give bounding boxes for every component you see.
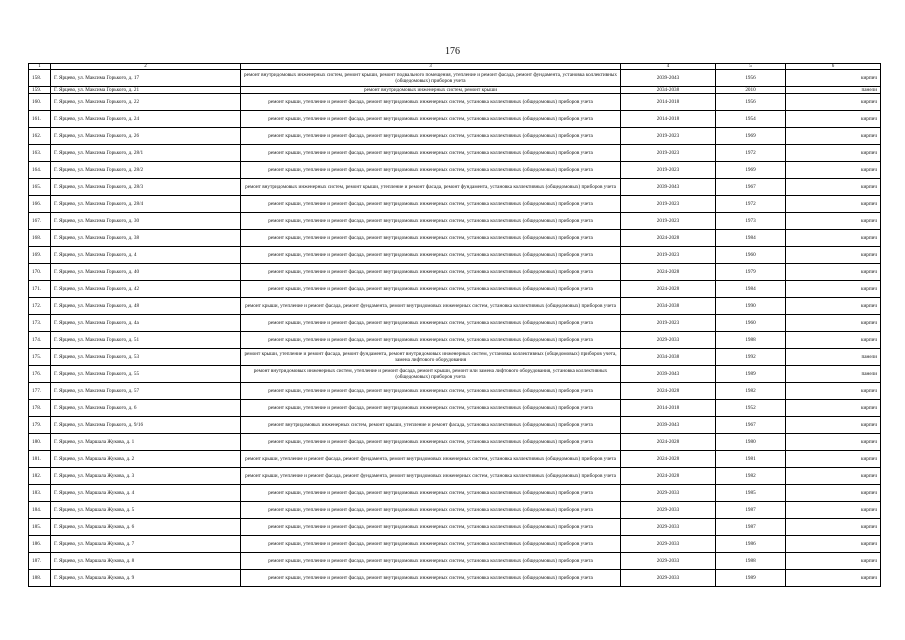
- construction-year: 1967: [716, 179, 786, 196]
- wall-material: кирпич: [786, 468, 881, 485]
- repair-works: ремонт крыши, утепление и ремонт фасада, ремонт фундамента, ремонт внутридомовых инженерных систем, установка коллективных (общедомовых) приборов учета: [241, 298, 621, 315]
- column-header: 2: [51, 64, 241, 70]
- construction-year: 1989: [716, 570, 786, 587]
- repair-works: ремонт крыши, утепление и ремонт фасада, ремонт внутридомовых инженерных систем, установка коллективных (общедомовых) приборов учета: [241, 332, 621, 349]
- construction-year: 1984: [716, 230, 786, 247]
- repair-works: ремонт крыши, утепление и ремонт фасада, ремонт внутридомовых инженерных систем, установка коллективных (общедомовых) приборов учета: [241, 196, 621, 213]
- repair-period: 2039-2043: [621, 179, 716, 196]
- table-row: [29, 196, 881, 213]
- construction-year: 1981: [716, 451, 786, 468]
- table-row: [29, 400, 881, 417]
- repair-period: 2014-2018: [621, 94, 716, 111]
- row-number: 180.: [29, 434, 51, 451]
- construction-year: 1960: [716, 247, 786, 264]
- wall-material: панели: [786, 366, 881, 383]
- wall-material: кирпич: [786, 417, 881, 434]
- wall-material: кирпич: [786, 247, 881, 264]
- repair-works: ремонт крыши, утепление и ремонт фасада, ремонт внутридомовых инженерных систем, установка коллективных (общедомовых) приборов учета: [241, 553, 621, 570]
- repair-period: 2029-2033: [621, 536, 716, 553]
- column-header: 5: [716, 64, 786, 70]
- row-number: 171.: [29, 281, 51, 298]
- wall-material: кирпич: [786, 94, 881, 111]
- house-address: Г. Ярцево, ул. Максима Горького, д. 57: [51, 383, 241, 400]
- repair-works: ремонт крыши, утепление и ремонт фасада, ремонт внутридомовых инженерных систем, установка коллективных (общедомовых) приборов учета: [241, 213, 621, 230]
- table-row: [29, 536, 881, 553]
- repair-period: 2019-2023: [621, 128, 716, 145]
- repair-period: 2029-2033: [621, 485, 716, 502]
- construction-year: 1954: [716, 111, 786, 128]
- wall-material: кирпич: [786, 179, 881, 196]
- table-row: [29, 485, 881, 502]
- column-header: 4: [621, 64, 716, 70]
- repair-works: ремонт крыши, утепление и ремонт фасада, ремонт внутридомовых инженерных систем, установка коллективных (общедомовых) приборов учета: [241, 281, 621, 298]
- row-number: 158.: [29, 70, 51, 87]
- row-number: 174.: [29, 332, 51, 349]
- wall-material: кирпич: [786, 451, 881, 468]
- row-number: 170.: [29, 264, 51, 281]
- repair-period: 2019-2023: [621, 145, 716, 162]
- construction-year: 2010: [716, 87, 786, 94]
- row-number: 159.: [29, 87, 51, 94]
- repair-works: ремонт крыши, утепление и ремонт фасада, ремонт внутридомовых инженерных систем, установка коллективных (общедомовых) приборов учета: [241, 111, 621, 128]
- repair-works: ремонт крыши, утепление и ремонт фасада, ремонт фундамента, ремонт внутридомовых инженерных систем, установка коллективных (общедомовых) приборов учета, замена лифтового оборудования: [241, 349, 621, 366]
- construction-year: 1987: [716, 502, 786, 519]
- row-number: 179.: [29, 417, 51, 434]
- repair-works: ремонт крыши, утепление и ремонт фасада, ремонт внутридомовых инженерных систем, установка коллективных (общедомовых) приборов учета: [241, 400, 621, 417]
- row-number: 187.: [29, 553, 51, 570]
- house-address: Г. Ярцево, ул. Максима Горького, д. 53: [51, 349, 241, 366]
- repair-works: ремонт крыши, утепление и ремонт фасада, ремонт внутридомовых инженерных систем, установка коллективных (общедомовых) приборов учета: [241, 128, 621, 145]
- construction-year: 1969: [716, 162, 786, 179]
- repair-works: ремонт крыши, утепление и ремонт фасада, ремонт внутридомовых инженерных систем, установка коллективных (общедомовых) приборов учета: [241, 94, 621, 111]
- repair-period: 2039-2043: [621, 417, 716, 434]
- house-address: Г. Ярцево, ул. Максима Горького, д. 9/16: [51, 417, 241, 434]
- house-address: Г. Ярцево, ул. Максима Горького, д. 21: [51, 87, 241, 94]
- repair-works: ремонт крыши, утепление и ремонт фасада, ремонт внутридомовых инженерных систем, установка коллективных (общедомовых) приборов учета: [241, 502, 621, 519]
- repair-period: 2024-2028: [621, 383, 716, 400]
- house-address: Г. Ярцево, ул. Максима Горького, д. 17: [51, 70, 241, 87]
- repair-period: 2014-2018: [621, 400, 716, 417]
- table-row: [29, 162, 881, 179]
- wall-material: кирпич: [786, 196, 881, 213]
- repair-period: 2024-2028: [621, 230, 716, 247]
- row-number: 166.: [29, 196, 51, 213]
- row-number: 168.: [29, 230, 51, 247]
- construction-year: 1989: [716, 366, 786, 383]
- row-number: 163.: [29, 145, 51, 162]
- table-row: [29, 315, 881, 332]
- house-address: Г. Ярцево, ул. Максима Горького, д. 24: [51, 111, 241, 128]
- repair-period: 2034-2038: [621, 87, 716, 94]
- row-number: 185.: [29, 519, 51, 536]
- column-header: 6: [786, 64, 881, 70]
- repair-works: ремонт крыши, утепление и ремонт фасада, ремонт внутридомовых инженерных систем, установка коллективных (общедомовых) приборов учета: [241, 383, 621, 400]
- wall-material: кирпич: [786, 536, 881, 553]
- repair-works: ремонт внутридомовых инженерных систем, ремонт крыши, ремонт подвального помещения, утепление и ремонт фасада, ремонт фундамента, установка коллективных (общедомовых) приборов учета: [241, 70, 621, 87]
- row-number: 176.: [29, 366, 51, 383]
- house-address: Г. Ярцево, ул. Максима Горького, д. 4а: [51, 315, 241, 332]
- repair-period: 2019-2023: [621, 213, 716, 230]
- table-row: [29, 349, 881, 366]
- house-address: Г. Ярцево, ул. Маршала Жукова, д. 6: [51, 519, 241, 536]
- row-number: 183.: [29, 485, 51, 502]
- wall-material: кирпич: [786, 213, 881, 230]
- house-address: Г. Ярцево, ул. Максима Горького, д. 28/4: [51, 196, 241, 213]
- wall-material: кирпич: [786, 298, 881, 315]
- house-address: Г. Ярцево, ул. Максима Горького, д. 48: [51, 298, 241, 315]
- wall-material: кирпич: [786, 570, 881, 587]
- wall-material: кирпич: [786, 70, 881, 87]
- row-number: 169.: [29, 247, 51, 264]
- house-address: Г. Ярцево, ул. Маршала Жукова, д. 3: [51, 468, 241, 485]
- row-number: 162.: [29, 128, 51, 145]
- construction-year: 1982: [716, 468, 786, 485]
- table-row: [29, 570, 881, 587]
- wall-material: кирпич: [786, 502, 881, 519]
- table-row: [29, 264, 881, 281]
- wall-material: кирпич: [786, 128, 881, 145]
- house-address: Г. Ярцево, ул. Максима Горького, д. 51: [51, 332, 241, 349]
- row-number: 177.: [29, 383, 51, 400]
- wall-material: кирпич: [786, 519, 881, 536]
- construction-year: 1973: [716, 213, 786, 230]
- repair-period: 2029-2033: [621, 519, 716, 536]
- table-row: [29, 553, 881, 570]
- repair-works: ремонт крыши, утепление и ремонт фасада, ремонт внутридомовых инженерных систем, установка коллективных (общедомовых) приборов учета: [241, 315, 621, 332]
- construction-year: 1985: [716, 485, 786, 502]
- wall-material: кирпич: [786, 485, 881, 502]
- repair-works: ремонт крыши, утепление и ремонт фасада, ремонт внутридомовых инженерных систем, установка коллективных (общедомовых) приборов учета: [241, 145, 621, 162]
- house-address: Г. Ярцево, ул. Маршала Жукова, д. 5: [51, 502, 241, 519]
- table-row: [29, 230, 881, 247]
- repair-works: ремонт крыши, утепление и ремонт фасада, ремонт внутридомовых инженерных систем, установка коллективных (общедомовых) приборов учета: [241, 434, 621, 451]
- repair-period: 2014-2018: [621, 111, 716, 128]
- house-address: Г. Ярцево, ул. Максима Горького, д. 22: [51, 94, 241, 111]
- repair-works: ремонт крыши, утепление и ремонт фасада, ремонт внутридомовых инженерных систем, установка коллективных (общедомовых) приборов учета: [241, 264, 621, 281]
- row-number: 160.: [29, 94, 51, 111]
- repair-works: ремонт крыши, утепление и ремонт фасада, ремонт внутридомовых инженерных систем, установка коллективных (общедомовых) приборов учета: [241, 519, 621, 536]
- construction-year: 1956: [716, 94, 786, 111]
- house-address: Г. Ярцево, ул. Маршала Жукова, д. 7: [51, 536, 241, 553]
- row-number: 172.: [29, 298, 51, 315]
- wall-material: кирпич: [786, 264, 881, 281]
- row-number: 178.: [29, 400, 51, 417]
- wall-material: панели: [786, 87, 881, 94]
- wall-material: кирпич: [786, 332, 881, 349]
- wall-material: кирпич: [786, 434, 881, 451]
- repair-works: ремонт внутридомовых инженерных систем, ремонт крыши: [241, 87, 621, 94]
- wall-material: кирпич: [786, 111, 881, 128]
- repair-period: 2024-2028: [621, 451, 716, 468]
- table-row: [29, 366, 881, 383]
- wall-material: кирпич: [786, 400, 881, 417]
- repair-period: 2024-2028: [621, 468, 716, 485]
- house-address: Г. Ярцево, ул. Маршала Жукова, д. 4: [51, 485, 241, 502]
- construction-year: 1972: [716, 196, 786, 213]
- construction-year: 1982: [716, 383, 786, 400]
- repair-works: ремонт внутридомовых инженерных систем, ремонт крыши, утепление и ремонт фасада, установка коллективных (общедомовых) приборов учета: [241, 417, 621, 434]
- repair-period: 2024-2028: [621, 434, 716, 451]
- row-number: 165.: [29, 179, 51, 196]
- house-address: Г. Ярцево, ул. Максима Горького, д. 55: [51, 366, 241, 383]
- repair-period: 2039-2043: [621, 70, 716, 87]
- repair-period: 2029-2033: [621, 332, 716, 349]
- row-number: 188.: [29, 570, 51, 587]
- wall-material: кирпич: [786, 145, 881, 162]
- table-row: [29, 87, 881, 94]
- house-address: Г. Ярцево, ул. Максима Горького, д. 28/2: [51, 162, 241, 179]
- construction-year: 1956: [716, 70, 786, 87]
- row-number: 182.: [29, 468, 51, 485]
- table-row: [29, 111, 881, 128]
- house-address: Г. Ярцево, ул. Маршала Жукова, д. 2: [51, 451, 241, 468]
- house-address: Г. Ярцево, ул. Максима Горького, д. 42: [51, 281, 241, 298]
- wall-material: панели: [786, 349, 881, 366]
- wall-material: кирпич: [786, 281, 881, 298]
- row-number: 161.: [29, 111, 51, 128]
- wall-material: кирпич: [786, 315, 881, 332]
- construction-year: 1988: [716, 332, 786, 349]
- repair-period: 2034-2038: [621, 298, 716, 315]
- table-row: [29, 281, 881, 298]
- repair-works: ремонт крыши, утепление и ремонт фасада, ремонт внутридомовых инженерных систем, установка коллективных (общедомовых) приборов учета: [241, 230, 621, 247]
- page-number: 176: [445, 46, 460, 57]
- construction-year: 1990: [716, 298, 786, 315]
- construction-year: 1972: [716, 145, 786, 162]
- table-body: [29, 64, 881, 587]
- column-header: 1: [29, 64, 51, 70]
- row-number: 175.: [29, 349, 51, 366]
- wall-material: кирпич: [786, 230, 881, 247]
- house-address: Г. Ярцево, ул. Максима Горького, д. 28/1: [51, 145, 241, 162]
- row-number: 186.: [29, 536, 51, 553]
- repair-works: ремонт крыши, утепление и ремонт фасада, ремонт внутридомовых инженерных систем, установка коллективных (общедомовых) приборов учета: [241, 536, 621, 553]
- table-row: [29, 332, 881, 349]
- construction-year: 1980: [716, 434, 786, 451]
- row-number: 181.: [29, 451, 51, 468]
- repair-works: ремонт крыши, утепление и ремонт фасада, ремонт внутридомовых инженерных систем, установка коллективных (общедомовых) приборов учета: [241, 485, 621, 502]
- repair-period: 2039-2043: [621, 366, 716, 383]
- construction-year: 1969: [716, 128, 786, 145]
- column-header: 3: [241, 64, 621, 70]
- repair-works: ремонт внутридомовых инженерных систем, ремонт крыши, утепление и ремонт фасада, ремонт фундамента, установка коллективных (общедомовых) приборов учета: [241, 179, 621, 196]
- table-row: [29, 213, 881, 230]
- row-number: 173.: [29, 315, 51, 332]
- repair-period: 2029-2033: [621, 553, 716, 570]
- repair-period: 2024-2028: [621, 281, 716, 298]
- house-address: Г. Ярцево, ул. Маршала Жукова, д. 1: [51, 434, 241, 451]
- table-row: [29, 179, 881, 196]
- repair-period: 2024-2028: [621, 264, 716, 281]
- repair-works: ремонт крыши, утепление и ремонт фасада, ремонт фундамента, ремонт внутридомовых инженерных систем, установка коллективных (общедомовых) приборов учета: [241, 468, 621, 485]
- wall-material: кирпич: [786, 553, 881, 570]
- house-address: Г. Ярцево, ул. Максима Горького, д. 30: [51, 213, 241, 230]
- capital-repair-table: [28, 63, 881, 587]
- construction-year: 1952: [716, 400, 786, 417]
- wall-material: кирпич: [786, 162, 881, 179]
- repair-works: ремонт крыши, утепление и ремонт фасада, ремонт внутридомовых инженерных систем, установка коллективных (общедомовых) приборов учета: [241, 570, 621, 587]
- table-row: [29, 519, 881, 536]
- table-row: [29, 383, 881, 400]
- table-row: [29, 145, 881, 162]
- table-row: [29, 128, 881, 145]
- repair-period: 2034-2038: [621, 349, 716, 366]
- construction-year: 1987: [716, 519, 786, 536]
- house-address: Г. Ярцево, ул. Максима Горького, д. 26: [51, 128, 241, 145]
- house-address: Г. Ярцево, ул. Максима Горького, д. 28/3: [51, 179, 241, 196]
- repair-period: 2019-2023: [621, 247, 716, 264]
- construction-year: 1960: [716, 315, 786, 332]
- repair-works: ремонт крыши, утепление и ремонт фасада, ремонт внутридомовых инженерных систем, установка коллективных (общедомовых) приборов учета: [241, 247, 621, 264]
- construction-year: 1988: [716, 553, 786, 570]
- house-address: Г. Ярцево, ул. Маршала Жукова, д. 8: [51, 553, 241, 570]
- house-address: Г. Ярцево, ул. Максима Горького, д. 40: [51, 264, 241, 281]
- construction-year: 1984: [716, 281, 786, 298]
- repair-period: 2029-2033: [621, 570, 716, 587]
- house-address: Г. Ярцево, ул. Маршала Жукова, д. 9: [51, 570, 241, 587]
- repair-period: 2019-2023: [621, 196, 716, 213]
- wall-material: кирпич: [786, 383, 881, 400]
- table-row: [29, 298, 881, 315]
- table-row: [29, 70, 881, 87]
- construction-year: 1979: [716, 264, 786, 281]
- row-number: 184.: [29, 502, 51, 519]
- repair-works: ремонт крыши, утепление и ремонт фасада, ремонт внутридомовых инженерных систем, установка коллективных (общедомовых) приборов учета: [241, 162, 621, 179]
- repair-period: 2019-2023: [621, 315, 716, 332]
- table-row: [29, 468, 881, 485]
- table-row: [29, 502, 881, 519]
- construction-year: 1986: [716, 536, 786, 553]
- house-address: Г. Ярцево, ул. Максима Горького, д. 4: [51, 247, 241, 264]
- table-row: [29, 94, 881, 111]
- repair-period: 2019-2023: [621, 162, 716, 179]
- construction-year: 1992: [716, 349, 786, 366]
- repair-period: 2029-2033: [621, 502, 716, 519]
- construction-year: 1967: [716, 417, 786, 434]
- repair-works: ремонт внутридомовых инженерных систем, утепление и ремонт фасада, ремонт крыши, ремонт или замена лифтового оборудования, установка коллективных (общедомовых) приборов учета: [241, 366, 621, 383]
- table-row: [29, 434, 881, 451]
- row-number: 164.: [29, 162, 51, 179]
- table-row: [29, 417, 881, 434]
- table-row: [29, 451, 881, 468]
- table-row: [29, 247, 881, 264]
- house-address: Г. Ярцево, ул. Максима Горького, д. 6: [51, 400, 241, 417]
- row-number: 167.: [29, 213, 51, 230]
- repair-works: ремонт крыши, утепление и ремонт фасада, ремонт фундамента, ремонт внутридомовых инженерных систем, установка коллективных (общедомовых) приборов учета: [241, 451, 621, 468]
- house-address: Г. Ярцево, ул. Максима Горького, д. 38: [51, 230, 241, 247]
